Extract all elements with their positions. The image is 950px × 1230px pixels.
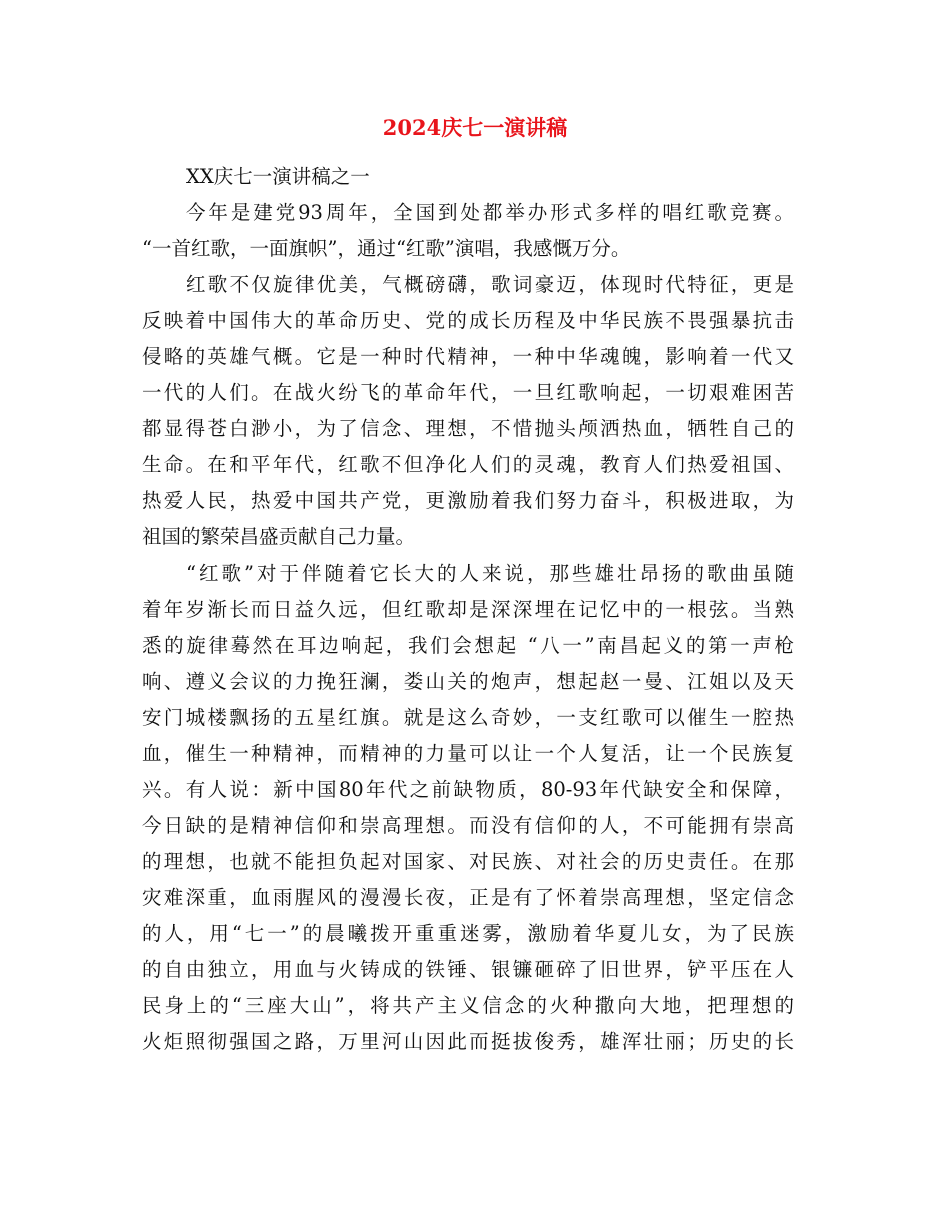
paragraph-text: 民身上的“三座大山”，将共产主义信念的火种撒向大地，把理想的 [142,994,794,1017]
text-line [0,916,950,952]
text-line [0,447,950,483]
text-line [0,844,950,880]
paragraph-text: 悉的旋律蓦然在耳边响起，我们会想起 “八一”南昌起义的第一声枪 [142,634,794,657]
document-title: 2024庆七一演讲稿 [382,115,568,140]
paragraph-text: “红歌”对于伴随着它长大的人来说，那些雄壮昂扬的歌曲虽随 [186,562,794,585]
paragraph-text: 红歌不仅旋律优美，气概磅礴，歌词豪迈，体现时代特征，更是 [186,273,794,296]
text-line [0,736,950,772]
text-line [0,339,950,375]
text-line [0,700,950,736]
text-line [0,1024,950,1060]
text-line [0,375,950,411]
paragraph-text: 火炬照彻强国之路，万里河山因此而挺拔俊秀，雄浑壮丽；历史的长 [142,1030,794,1053]
text-line [0,519,950,555]
paragraph-text: 热爱人民，热爱中国共产党，更激励着我们努力奋斗，积极进取，为 [142,489,794,512]
paragraph-text: 祖国的繁荣昌盛贡献自己力量。 [142,525,416,548]
text-line [0,592,950,628]
text-line [0,267,950,303]
paragraph-text: 今日缺的是精神信仰和崇高理想。而没有信仰的人，不可能拥有崇高 [142,814,794,837]
text-line [0,808,950,844]
text-line [0,880,950,916]
paragraph-text: 血，催生一种精神，而精神的力量可以让一个人复活，让一个民族复 [142,742,794,765]
paragraph-text: 今年是建党93周年，全国到处都举办形式多样的唱红歌竞赛。 [186,201,794,224]
text-line [0,772,950,808]
paragraph-text: 一代的人们。在战火纷飞的革命年代，一旦红歌响起，一切艰难困苦 [142,381,794,404]
paragraph-text: 生命。在和平年代，红歌不但净化人们的灵魂，教育人们热爱祖国、 [142,453,794,476]
text-line [0,952,950,988]
paragraph-text: 着年岁渐长而日益久远，但红歌却是深深埋在记忆中的一根弦。当熟 [142,598,794,621]
text-line [0,231,950,267]
text-line [0,195,950,231]
paragraph-text: 灾难深重，血雨腥风的漫漫长夜，正是有了怀着崇高理想，坚定信念 [142,886,794,909]
text-line [0,556,950,592]
subtitle: XX庆七一演讲稿之一 [186,165,370,188]
text-line [0,988,950,1024]
text-line [0,628,950,664]
paragraph-text: 响、遵义会议的力挽狂澜，娄山关的炮声，想起赵一曼、江姐以及天 [142,670,794,693]
paragraph-text: 的自由独立，用血与火铸成的铁锤、银镰砸碎了旧世界，铲平压在人 [142,958,794,981]
paragraph-text: 安门城楼飘扬的五星红旗。就是这么奇妙，一支红歌可以催生一腔热 [142,706,794,729]
paragraph-text: 的人，用“七一”的晨曦拨开重重迷雾，激励着华夏儿女，为了民族 [142,922,794,945]
text-line [0,483,950,519]
paragraph-text: 反映着中国伟大的革命历史、党的成长历程及中华民族不畏强暴抗击 [142,309,794,332]
text-line [0,411,950,447]
paragraph-text: “一首红歌，一面旗帜”，通过“红歌”演唱，我感慨万分。 [142,237,631,260]
paragraph-text: 都显得苍白渺小，为了信念、理想，不惜抛头颅洒热血，牺牲自己的 [142,417,794,440]
paragraph-text: 兴。有人说：新中国80年代之前缺物质，80-93年代缺安全和保障， [142,778,794,801]
paragraph-text: 侵略的英雄气概。它是一种时代精神，一种中华魂魄，影响着一代又 [142,345,794,368]
paragraph-text: 的理想，也就不能担负起对国家、对民族、对社会的历史责任。在那 [142,850,794,873]
subtitle-line [0,159,950,195]
text-line [0,664,950,700]
text-line [0,303,950,339]
